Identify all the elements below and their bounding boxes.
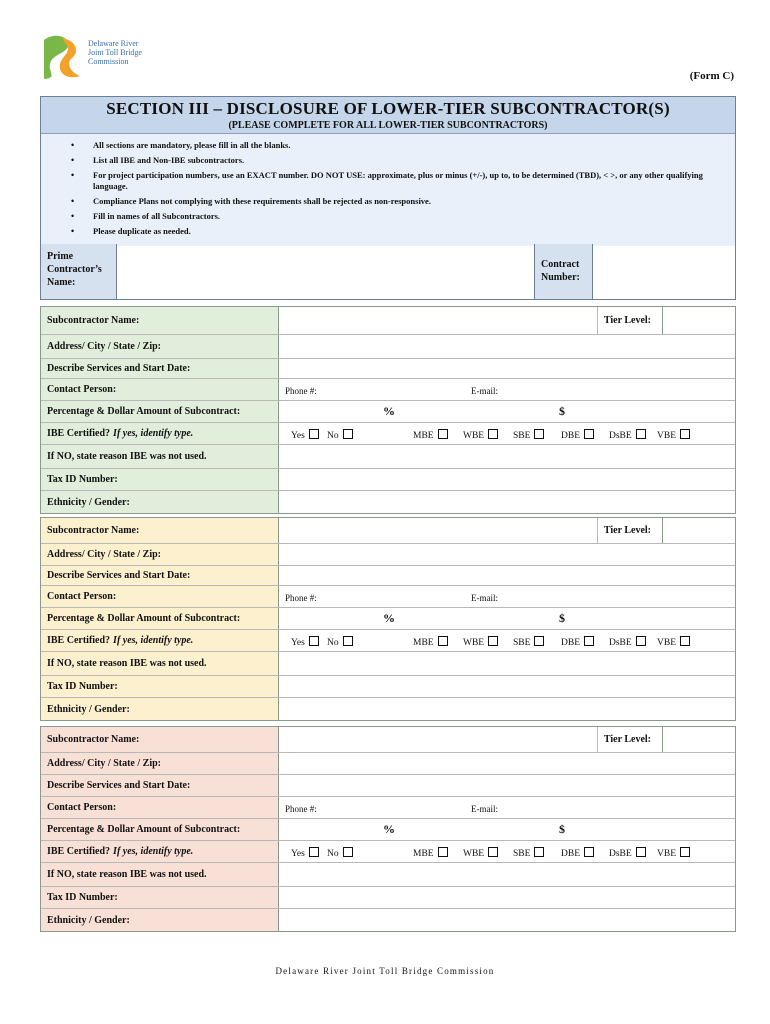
no-checkbox[interactable]: No	[327, 429, 353, 441]
instruction-item: • List all IBE and Non-IBE subcontractors.	[41, 155, 735, 166]
ethnicity-label: Ethnicity / Gender:	[41, 909, 279, 931]
address-label: Address/ City / State / Zip:	[41, 753, 279, 774]
reason-label: If NO, state reason IBE was not used.	[41, 445, 279, 468]
sbe-checkbox[interactable]: SBE	[513, 429, 544, 441]
contact-label: Contact Person:	[41, 586, 279, 607]
mbe-checkbox[interactable]: MBE	[413, 847, 448, 859]
reason-label: If NO, state reason IBE was not used.	[41, 652, 279, 675]
phone-label: Phone #:	[285, 593, 317, 603]
contract-number-field[interactable]	[593, 244, 735, 299]
ethnicity-label: Ethnicity / Gender:	[41, 698, 279, 720]
sub-name-field[interactable]	[279, 518, 735, 543]
services-field[interactable]	[279, 359, 735, 378]
yes-checkbox[interactable]: Yes	[291, 429, 319, 441]
address-field[interactable]	[279, 335, 735, 358]
address-field[interactable]	[279, 753, 735, 774]
dbe-checkbox[interactable]: DBE	[561, 429, 594, 441]
tier-level-label: Tier Level:	[597, 727, 657, 752]
contract-number-label: Contract Number:	[535, 244, 593, 299]
instruction-item: • Fill in names of all Subcontractors.	[41, 211, 735, 222]
tier-level-field[interactable]	[662, 518, 735, 543]
services-label: Describe Services and Start Date:	[41, 775, 279, 796]
commission-logo	[40, 34, 170, 80]
services-label: Describe Services and Start Date:	[41, 566, 279, 585]
percentage-field[interactable]	[279, 608, 735, 629]
logo-line-2: Joint Toll Bridge	[88, 48, 142, 57]
ethnicity-field[interactable]	[279, 909, 735, 931]
phone-label: Phone #:	[285, 386, 317, 396]
tax-id-field[interactable]	[279, 469, 735, 490]
tier-level-label: Tier Level:	[597, 518, 657, 543]
percent-sign: %	[383, 822, 395, 836]
prime-contractor-row	[40, 244, 736, 300]
section-header	[40, 96, 736, 244]
subcontractor-block	[40, 726, 736, 932]
tax-id-label: Tax ID Number:	[41, 887, 279, 908]
contact-field[interactable]	[279, 586, 735, 607]
ethnicity-label: Ethnicity / Gender:	[41, 491, 279, 513]
ethnicity-field[interactable]	[279, 698, 735, 720]
tier-level-label: Tier Level:	[597, 307, 657, 334]
address-field[interactable]	[279, 544, 735, 565]
sub-name-label: Subcontractor Name:	[41, 307, 279, 334]
logo-line-3: Commission	[88, 57, 129, 66]
yes-checkbox[interactable]: Yes	[291, 847, 319, 859]
instruction-item: • Please duplicate as needed.	[41, 226, 735, 237]
tier-level-field[interactable]	[662, 307, 735, 334]
vbe-checkbox[interactable]: VBE	[657, 636, 690, 648]
percent-sign: %	[383, 404, 395, 418]
tax-id-label: Tax ID Number:	[41, 676, 279, 697]
services-field[interactable]	[279, 566, 735, 585]
percentage-field[interactable]	[279, 819, 735, 840]
email-label: E-mail:	[471, 804, 498, 814]
dsbe-checkbox[interactable]: DsBE	[609, 636, 646, 648]
tax-id-field[interactable]	[279, 676, 735, 697]
services-label: Describe Services and Start Date:	[41, 359, 279, 378]
dsbe-checkbox[interactable]: DsBE	[609, 429, 646, 441]
services-field[interactable]	[279, 775, 735, 796]
sub-name-field[interactable]	[279, 307, 735, 334]
subcontractor-block	[40, 306, 736, 514]
percentage-label: Percentage & Dollar Amount of Subcontract:	[41, 401, 279, 422]
instruction-item: • For project participation numbers, use an EXACT number. DO NOT USE: approximate, plus or minus (+/-), up to, to be determined (TBD), < >, or any other qualifying language.	[41, 170, 735, 192]
ibe-label: IBE Certified? If yes, identify type.	[41, 630, 279, 651]
ibe-label: IBE Certified? If yes, identify type.	[41, 423, 279, 444]
sbe-checkbox[interactable]: SBE	[513, 636, 544, 648]
wbe-checkbox[interactable]: WBE	[463, 847, 498, 859]
instruction-item: • All sections are mandatory, please fill in all the blanks.	[41, 140, 735, 151]
yes-checkbox[interactable]: Yes	[291, 636, 319, 648]
ethnicity-field[interactable]	[279, 491, 735, 513]
mbe-checkbox[interactable]: MBE	[413, 636, 448, 648]
reason-label: If NO, state reason IBE was not used.	[41, 863, 279, 886]
contact-field[interactable]	[279, 797, 735, 818]
dbe-checkbox[interactable]: DBE	[561, 636, 594, 648]
section-title: SECTION III – DISCLOSURE OF LOWER-TIER SUBCONTRACTOR(S)	[106, 99, 670, 118]
instructions-list	[41, 134, 735, 246]
email-label: E-mail:	[471, 593, 498, 603]
percent-sign: %	[383, 611, 395, 625]
sub-name-label: Subcontractor Name:	[41, 518, 279, 543]
sbe-checkbox[interactable]: SBE	[513, 847, 544, 859]
ibe-label: IBE Certified? If yes, identify type.	[41, 841, 279, 862]
page-footer: Delaware River Joint Toll Bridge Commission	[275, 966, 495, 976]
dollar-sign: $	[559, 611, 565, 625]
vbe-checkbox[interactable]: VBE	[657, 847, 690, 859]
reason-field[interactable]	[279, 863, 735, 886]
mbe-checkbox[interactable]: MBE	[413, 429, 448, 441]
wbe-checkbox[interactable]: WBE	[463, 636, 498, 648]
logo-line-1: Delaware River	[88, 39, 139, 48]
contact-field[interactable]	[279, 379, 735, 400]
contact-label: Contact Person:	[41, 379, 279, 400]
address-label: Address/ City / State / Zip:	[41, 544, 279, 565]
contact-label: Contact Person:	[41, 797, 279, 818]
tax-id-field[interactable]	[279, 887, 735, 908]
no-checkbox[interactable]: No	[327, 636, 353, 648]
section-subtitle: (PLEASE COMPLETE FOR ALL LOWER-TIER SUBCONTRACTORS)	[228, 120, 548, 131]
email-label: E-mail:	[471, 386, 498, 396]
form-id: (Form C)	[689, 70, 734, 82]
percentage-label: Percentage & Dollar Amount of Subcontract:	[41, 819, 279, 840]
subcontractor-block	[40, 517, 736, 721]
sub-name-field[interactable]	[279, 727, 735, 752]
sub-name-label: Subcontractor Name:	[41, 727, 279, 752]
phone-label: Phone #:	[285, 804, 317, 814]
percentage-field[interactable]	[279, 401, 735, 422]
dollar-sign: $	[559, 822, 565, 836]
instruction-item: • Compliance Plans not complying with these requirements shall be rejected as non-responsive.	[41, 196, 735, 207]
dsbe-checkbox[interactable]: DsBE	[609, 847, 646, 859]
vbe-checkbox[interactable]: VBE	[657, 429, 690, 441]
reason-field[interactable]	[279, 652, 735, 675]
tier-level-field[interactable]	[662, 727, 735, 752]
prime-contractor-field[interactable]	[117, 244, 535, 299]
no-checkbox[interactable]: No	[327, 847, 353, 859]
prime-contractor-label: Prime Contractor’s Name:	[41, 244, 117, 299]
dollar-sign: $	[559, 404, 565, 418]
percentage-label: Percentage & Dollar Amount of Subcontract:	[41, 608, 279, 629]
wbe-checkbox[interactable]: WBE	[463, 429, 498, 441]
address-label: Address/ City / State / Zip:	[41, 335, 279, 358]
tax-id-label: Tax ID Number:	[41, 469, 279, 490]
logo-swoosh-icon	[40, 34, 82, 80]
reason-field[interactable]	[279, 445, 735, 468]
dbe-checkbox[interactable]: DBE	[561, 847, 594, 859]
